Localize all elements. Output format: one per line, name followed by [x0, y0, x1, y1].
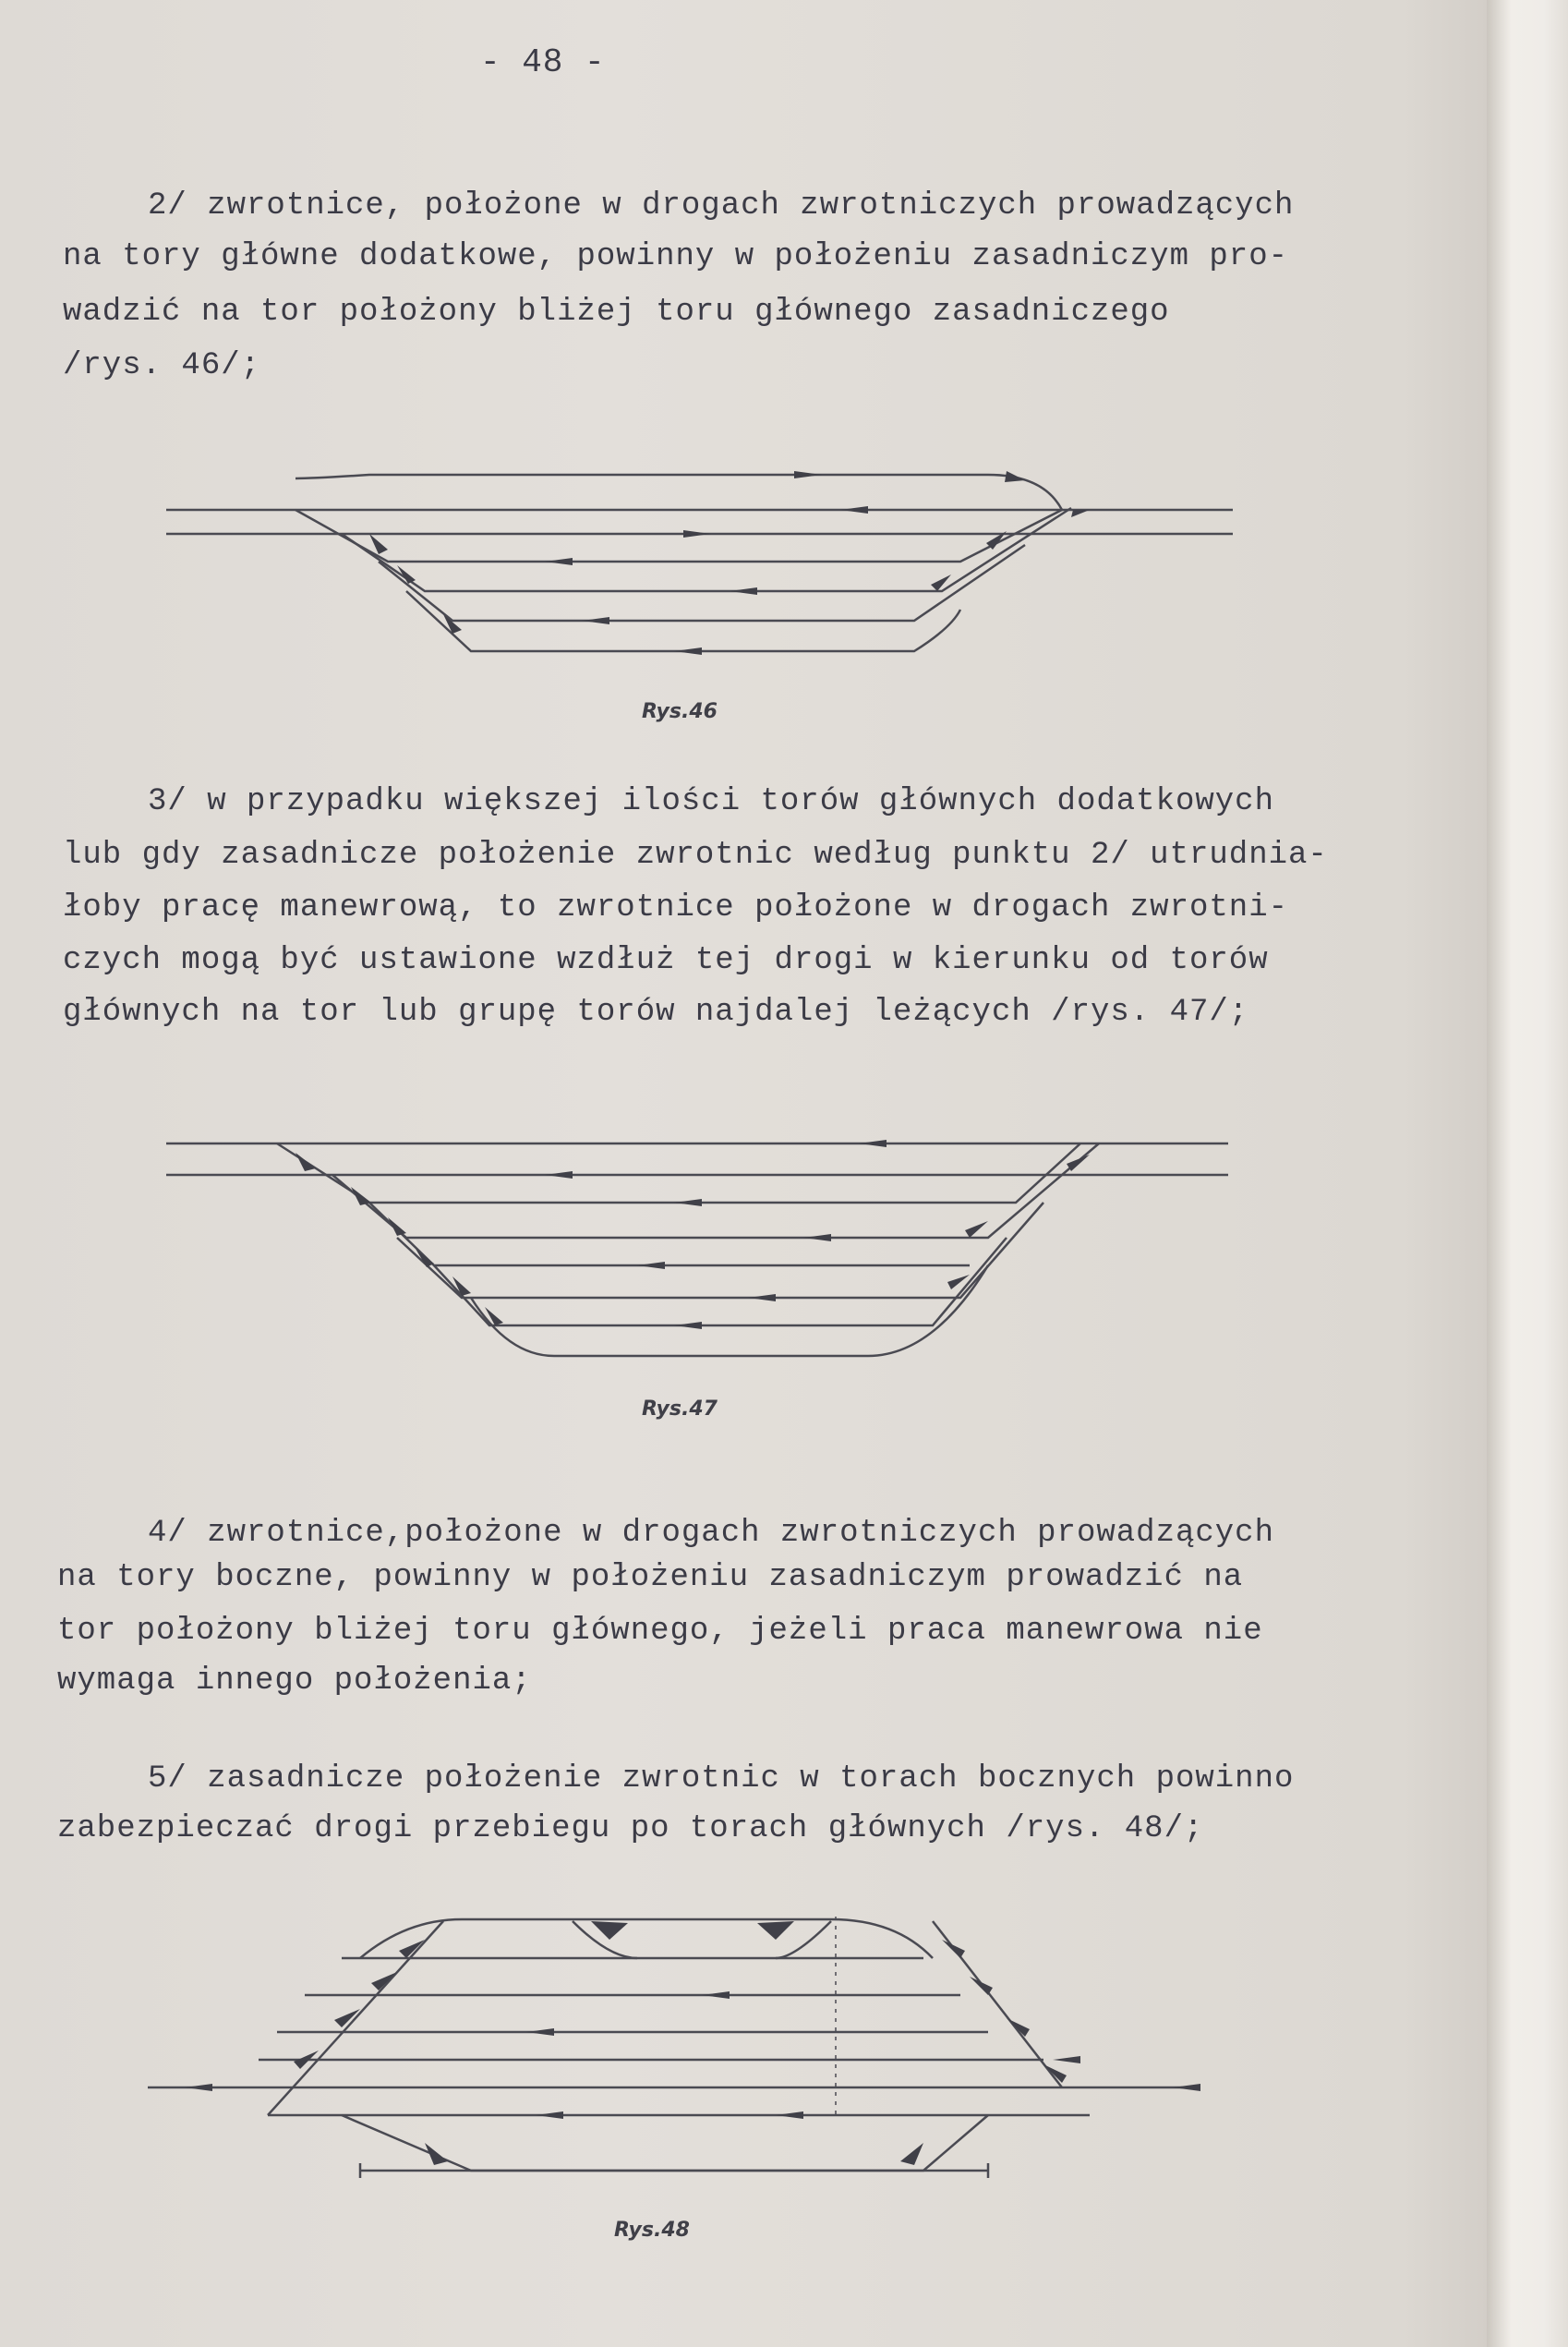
book-binding — [1487, 0, 1568, 2347]
switch-frog — [1067, 1155, 1090, 1171]
arrow — [185, 2084, 212, 2091]
figure-46-caption: Rys.46 — [642, 700, 718, 723]
track — [296, 510, 1062, 562]
arrow — [526, 2028, 554, 2036]
page-number: - 48 - — [480, 43, 606, 81]
text-line: na tory boczne, powinny w położeniu zasadniczym prowadzić na — [57, 1560, 1244, 1595]
arrow — [794, 471, 822, 478]
figure-46-track-diagram — [157, 462, 1247, 674]
switch-frog — [369, 534, 388, 554]
text-line: 5/ zasadnicze położenie zwrotnic w torach bocznych powinno — [148, 1761, 1295, 1797]
text-line: tor położony bliżej toru głównego, jeżeli praca manewrowa nie — [57, 1614, 1263, 1649]
switch-frog — [757, 1921, 794, 1940]
text-line: lub gdy zasadnicze położenie zwrotnic według punktu 2/ utrudnia- — [63, 838, 1328, 873]
switch-frog — [900, 2143, 923, 2165]
switch-frog — [591, 1921, 628, 1940]
text-line: łoby pracę manewrową, to zwrotnice położone w drogach zwrotni- — [63, 890, 1289, 925]
figure-47-track-diagram — [157, 1118, 1247, 1376]
track — [360, 1919, 933, 1958]
arrow — [803, 1234, 831, 1241]
track — [471, 1265, 988, 1356]
arrow — [859, 1140, 887, 1147]
switch-frog — [931, 575, 951, 591]
arrow — [776, 2111, 803, 2119]
track — [342, 508, 1071, 591]
text-line: głównych na tor lub grupę torów najdalej leżących /rys. 47/; — [63, 995, 1249, 1030]
switch-frog — [965, 1221, 988, 1238]
track — [369, 1203, 970, 1265]
switch-frog — [351, 1187, 371, 1205]
text-line: 3/ w przypadku większej ilości torów głównych dodatkowych — [148, 784, 1274, 819]
arrow — [748, 1294, 776, 1301]
switch-frog — [1005, 471, 1025, 482]
arrow — [582, 617, 609, 624]
switch-frog — [388, 1217, 406, 1236]
arrow — [637, 1262, 665, 1269]
arrow — [674, 647, 702, 655]
text-line: wadzić na tor położony bliżej toru głównego zasadniczego — [63, 295, 1170, 330]
switch-frog — [1007, 2018, 1030, 2037]
switch-frog — [970, 1977, 993, 1995]
arrow — [545, 558, 573, 565]
track — [397, 1203, 1043, 1298]
arrow — [674, 1199, 702, 1206]
arrow — [1173, 2084, 1200, 2091]
switch-frog — [425, 2143, 448, 2165]
figure-48-track-diagram — [129, 1903, 1237, 2198]
track — [268, 1921, 443, 2115]
switch-frog — [942, 1940, 965, 1958]
text-line: na tory główne dodatkowe, powinny w położeniu zasadniczym pro- — [63, 239, 1289, 274]
switch-frog — [296, 1153, 316, 1171]
text-line: wymaga innego położenia; — [57, 1663, 532, 1699]
arrow — [683, 530, 711, 538]
arrow — [545, 1171, 573, 1179]
track — [379, 545, 1025, 621]
text-line: zabezpieczać drogi przebiegu po torach głównych /rys. 48/; — [57, 1811, 1204, 1846]
arrow — [840, 506, 868, 514]
track — [277, 1143, 1080, 1203]
text-line: /rys. 46/; — [63, 348, 261, 383]
figure-48-caption: Rys.48 — [614, 2219, 690, 2242]
arrow — [674, 1322, 702, 1329]
arrow — [536, 2111, 563, 2119]
switch-frog — [443, 614, 462, 634]
text-line: 2/ zwrotnice, położone w drogach zwrotniczych prowadzących — [148, 188, 1295, 224]
track — [434, 1238, 1007, 1325]
text-line: 4/ zwrotnice,położone w drogach zwrotniczych prowadzących — [148, 1516, 1274, 1551]
text-line: czych mogą być ustawione wzdłuż tej drogi w kierunku od torów — [63, 943, 1269, 978]
track — [296, 475, 1062, 510]
figure-47-caption: Rys.47 — [642, 1397, 718, 1421]
arrow — [730, 587, 757, 595]
arrow — [1053, 2056, 1080, 2063]
arrow — [702, 1991, 730, 1999]
